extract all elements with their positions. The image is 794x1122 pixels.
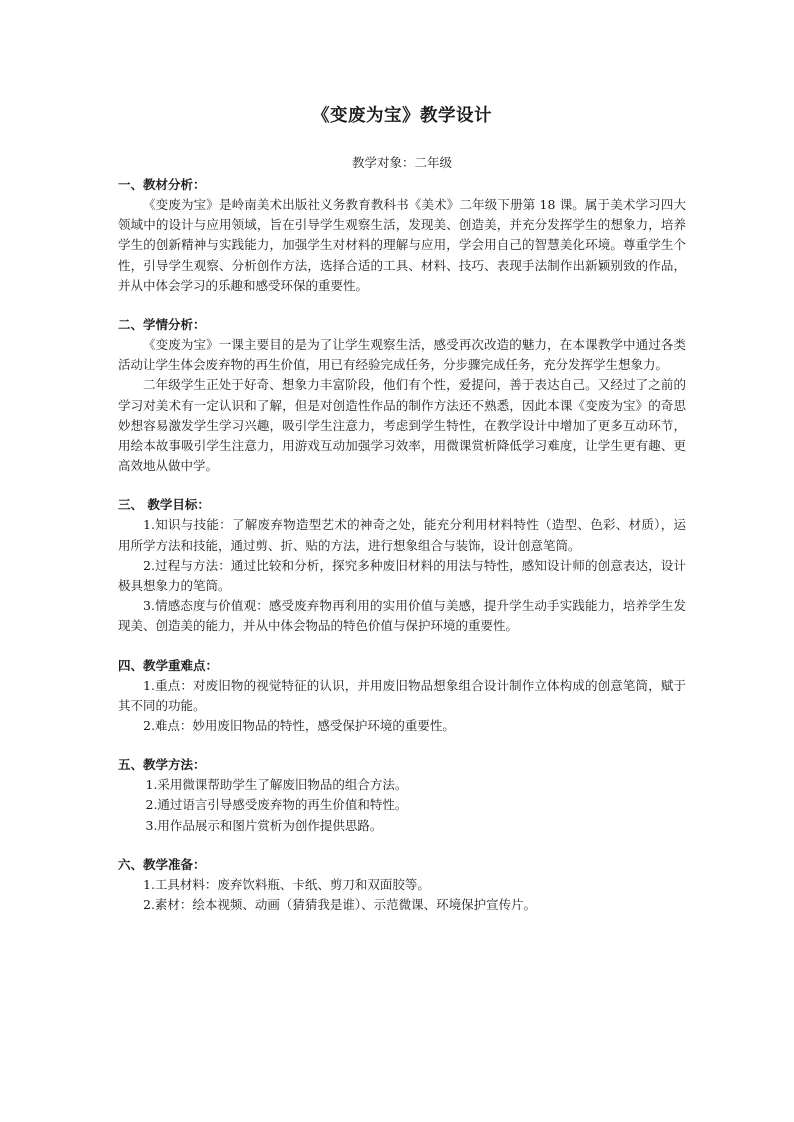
section-heading: 二、学情分析：: [118, 317, 206, 333]
list-item: 2.过程与方法：通过比较和分析，探究多种废旧材料的用法与特性，感知设计师的创意表达，设计极具想象力的笔筒。: [118, 557, 686, 594]
section-heading: 四、教学重难点：: [118, 657, 219, 673]
paragraph: 《变废为宝》一课主要目的是为了让学生观察生活，感受再次改造的魅力，在本课教学中通过各类活动让学生体会废弃物的再生价值，用已有经验完成任务，分步骤完成任务，充分发挥学生想象力。: [118, 337, 686, 373]
list-item: 2.难点：妙用废旧物品的特性，感受保护环境的重要性。: [143, 718, 455, 734]
list-item: 1.重点：对废旧物的视觉特征的认识，并用废旧物品想象组合设计制作立体构成的创意笔筒，赋于其不同的功能。: [118, 677, 686, 713]
section-heading: 三、 教学目标：: [118, 497, 210, 513]
list-item: 3.用作品展示和图片赏析为创作提供思路。: [145, 817, 383, 833]
list-item: 2.通过语言引导感受废弃物的再生价值和特性。: [145, 797, 408, 813]
section-heading: 一、教材分析：: [118, 177, 206, 192]
paragraph: 二年级学生正处于好奇、想象力丰富阶段，他们有个性，爱提问，善于表达自己。又经过了之前的学习对美术有一定认识和了解，但是对创造性作品的制作方法还不熟悉，因此本课《变废为宝》的奇思妙想容易激发学生学习兴趣，吸引学生注意力，考虑到学生特性，在教学设计中增加了更多互动环节，用绘本故事吸引学生注意力，用游戏互动加强学习效率，用微课赏析降低学习难度，让学生更有趣、更高效地从做中学。: [118, 377, 686, 474]
section-key-difficult-points: [118, 656, 686, 737]
section-textbook-analysis: [118, 175, 686, 296]
list-item: 1.知识与技能：了解废弃物造型艺术的神奇之处，能充分利用材料特性（造型、色彩、材质），运用所学方法和技能，通过剪、折、贴的方法，进行想象组合与装饰，设计创意笔筒。: [118, 517, 686, 553]
paragraph: 《变废为宝》是岭南美术出版社义务教育教科书《美术》二年级下册第 18 课。属于美术学习四大领域中的设计与应用领域，旨在引导学生观察生活，发现美、创造美，并充分发挥学生的想象力，培养学生的创新精神与实践能力，加强学生对材料的理解与应用，学会用自己的智慧美化环境。尊重学生个性，引导学生观察、分析创作方法，选择合适的工具、材料、技巧、表现手法制作出新颖别致的作品，并从中体会学习的乐趣和感受环保的重要性。: [118, 197, 686, 293]
teaching-audience: 教学对象：二年级: [351, 155, 452, 170]
section-heading: 六、教学准备：: [118, 856, 206, 872]
section-teaching-preparation: [118, 855, 686, 915]
list-item: 2.素材：绘本视频、动画（猜猜我是谁）、示范微课、环境保护宣传片。: [143, 897, 537, 913]
list-item: 1.采用微课帮助学生了解废旧物品的组合方法。: [145, 777, 408, 793]
section-student-analysis: [118, 315, 686, 476]
section-heading: 五、教学方法：: [118, 757, 206, 773]
document-title: 《变废为宝》教学设计: [312, 106, 492, 126]
section-teaching-methods: [118, 755, 686, 836]
list-item: 1.工具材料：废弃饮料瓶、卡纸、剪刀和双面胶等。: [143, 876, 430, 892]
section-teaching-objectives: [118, 495, 686, 636]
list-item: 3.情感态度与价值观：感受废弃物再利用的实用价值与美感，提升学生动手实践能力，培养学生发现美、创造美的能力，并从中体会物品的特色价值与保护环境的重要性。: [118, 598, 686, 634]
